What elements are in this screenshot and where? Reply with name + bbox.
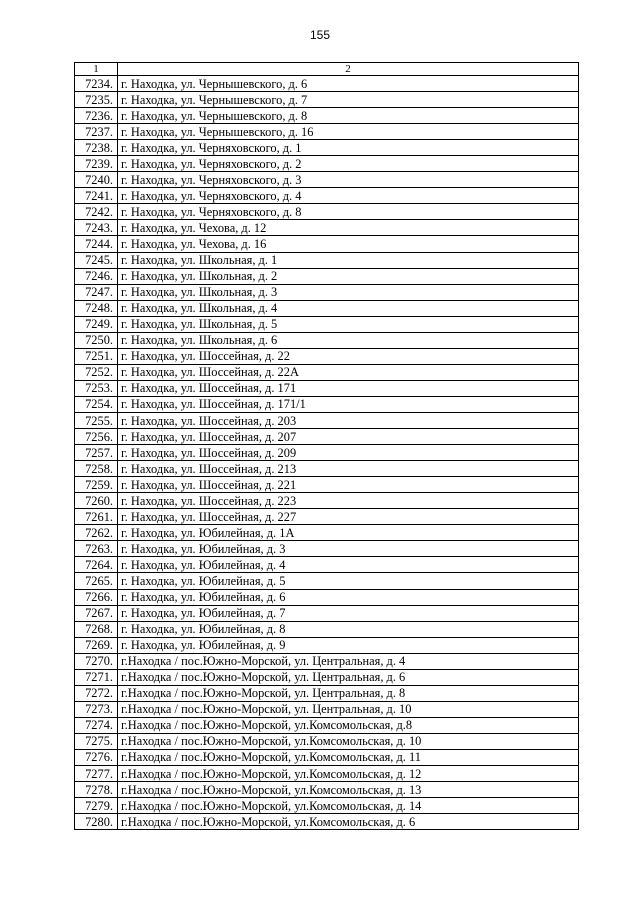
row-number: 7248. [75,300,118,316]
table-row [75,220,579,236]
table-row [75,525,579,541]
row-address: г. Находка, ул. Шоссейная, д. 22 [118,348,579,364]
table-row [75,156,579,172]
row-number: 7241. [75,188,118,204]
row-number: 7270. [75,653,118,669]
row-number: 7246. [75,268,118,284]
row-number: 7273. [75,701,118,717]
row-number: 7253. [75,380,118,396]
table-row [75,396,579,412]
row-number: 7262. [75,525,118,541]
table-row [75,204,579,220]
row-number: 7276. [75,749,118,765]
row-address: г. Находка, ул. Юбилейная, д. 5 [118,573,579,589]
row-number: 7278. [75,782,118,798]
table-body [75,76,579,830]
row-number: 7242. [75,204,118,220]
row-number: 7268. [75,621,118,637]
row-address: г. Находка, ул. Шоссейная, д. 223 [118,493,579,509]
row-number: 7252. [75,364,118,380]
row-address: г.Находка / пос.Южно-Морской, ул.Комсомольская, д.8 [118,717,579,733]
row-address: г. Находка, ул. Чернышевского, д. 6 [118,76,579,92]
row-number: 7257. [75,445,118,461]
row-number: 7258. [75,461,118,477]
row-address: г. Находка, ул. Шоссейная, д. 213 [118,461,579,477]
table-row [75,733,579,749]
table-row [75,509,579,525]
table-row [75,589,579,605]
row-address: г. Находка, ул. Чехова, д. 12 [118,220,579,236]
row-number: 7254. [75,396,118,412]
table-row [75,766,579,782]
table-row [75,140,579,156]
row-address: г. Находка, ул. Школьная, д. 1 [118,252,579,268]
page-number: 155 [309,28,331,42]
row-number: 7234. [75,76,118,92]
table-row [75,364,579,380]
row-address: г. Находка, ул. Школьная, д. 6 [118,332,579,348]
row-number: 7255. [75,412,118,428]
row-address: г. Находка, ул. Юбилейная, д. 1А [118,525,579,541]
row-number: 7267. [75,605,118,621]
table-row [75,798,579,814]
table-row [75,332,579,348]
row-address: г. Находка, ул. Черняховского, д. 2 [118,156,579,172]
row-number: 7245. [75,252,118,268]
row-address: г. Находка, ул. Школьная, д. 5 [118,316,579,332]
table-row [75,717,579,733]
table-header-row [75,63,579,76]
table-row [75,573,579,589]
row-address: г. Находка, ул. Черняховского, д. 8 [118,204,579,220]
row-address: г. Находка, ул. Школьная, д. 3 [118,284,579,300]
row-number: 7266. [75,589,118,605]
row-address: г. Находка, ул. Шоссейная, д. 209 [118,445,579,461]
table-row [75,653,579,669]
table-row [75,316,579,332]
row-number: 7256. [75,429,118,445]
table-row [75,92,579,108]
row-number: 7239. [75,156,118,172]
row-address: г. Находка, ул. Шоссейная, д. 227 [118,509,579,525]
table-row [75,669,579,685]
table-row [75,749,579,765]
row-number: 7236. [75,108,118,124]
row-address: г. Находка, ул. Черняховского, д. 1 [118,140,579,156]
row-address: г. Находка, ул. Юбилейная, д. 9 [118,637,579,653]
row-address: г. Находка, ул. Шоссейная, д. 22А [118,364,579,380]
table-row [75,701,579,717]
table-row [75,236,579,252]
row-address: г. Находка, ул. Чернышевского, д. 16 [118,124,579,140]
row-number: 7264. [75,557,118,573]
row-address: г. Находка, ул. Шоссейная, д. 207 [118,429,579,445]
row-number: 7265. [75,573,118,589]
column-header-number: 1 [75,63,118,76]
row-address: г. Находка, ул. Шоссейная, д. 171 [118,380,579,396]
table-row [75,605,579,621]
table-row [75,284,579,300]
row-address: г.Находка / пос.Южно-Морской, ул.Комсомольская, д. 6 [118,814,579,830]
row-address: г.Находка / пос.Южно-Морской, ул.Комсомольская, д. 12 [118,766,579,782]
column-header-address: 2 [118,63,579,76]
row-address: г. Находка, ул. Чернышевского, д. 8 [118,108,579,124]
row-number: 7259. [75,477,118,493]
row-address: г. Находка, ул. Юбилейная, д. 3 [118,541,579,557]
table-row [75,108,579,124]
row-address: г.Находка / пос.Южно-Морской, ул.Комсомольская, д. 11 [118,749,579,765]
row-address: г. Находка, ул. Шоссейная, д. 203 [118,412,579,428]
row-address: г. Находка, ул. Чехова, д. 16 [118,236,579,252]
row-address: г. Находка, ул. Юбилейная, д. 4 [118,557,579,573]
row-number: 7238. [75,140,118,156]
row-number: 7244. [75,236,118,252]
row-address: г.Находка / пос.Южно-Морской, ул. Центральная, д. 8 [118,685,579,701]
table-row [75,461,579,477]
table-row [75,557,579,573]
row-number: 7275. [75,733,118,749]
row-number: 7272. [75,685,118,701]
row-address: г. Находка, ул. Шоссейная, д. 171/1 [118,396,579,412]
row-address: г. Находка, ул. Школьная, д. 2 [118,268,579,284]
row-address: г.Находка / пос.Южно-Морской, ул.Комсомольская, д. 13 [118,782,579,798]
table-row [75,124,579,140]
table-row [75,493,579,509]
row-address: г. Находка, ул. Школьная, д. 4 [118,300,579,316]
table-row [75,348,579,364]
row-number: 7250. [75,332,118,348]
row-number: 7277. [75,766,118,782]
row-address: г. Находка, ул. Юбилейная, д. 8 [118,621,579,637]
table-row [75,814,579,830]
table-row [75,429,579,445]
row-address: г.Находка / пос.Южно-Морской, ул. Центральная, д. 6 [118,669,579,685]
row-number: 7280. [75,814,118,830]
table-row [75,76,579,92]
table-row [75,477,579,493]
table-row [75,188,579,204]
table-row [75,252,579,268]
row-number: 7243. [75,220,118,236]
table-row [75,621,579,637]
row-address: г.Находка / пос.Южно-Морской, ул. Центральная, д. 4 [118,653,579,669]
table-row [75,300,579,316]
table-row [75,380,579,396]
row-address: г. Находка, ул. Юбилейная, д. 7 [118,605,579,621]
row-number: 7279. [75,798,118,814]
row-number: 7271. [75,669,118,685]
row-number: 7269. [75,637,118,653]
table-row [75,685,579,701]
row-address: г. Находка, ул. Шоссейная, д. 221 [118,477,579,493]
row-address: г. Находка, ул. Юбилейная, д. 6 [118,589,579,605]
row-number: 7263. [75,541,118,557]
row-address: г.Находка / пос.Южно-Морской, ул.Комсомольская, д. 10 [118,733,579,749]
row-number: 7261. [75,509,118,525]
row-number: 7251. [75,348,118,364]
row-number: 7237. [75,124,118,140]
table-row [75,172,579,188]
row-number: 7235. [75,92,118,108]
table-row [75,445,579,461]
table-row [75,637,579,653]
row-number: 7240. [75,172,118,188]
table-row [75,541,579,557]
row-number: 7249. [75,316,118,332]
row-number: 7274. [75,717,118,733]
row-number: 7247. [75,284,118,300]
row-address: г. Находка, ул. Черняховского, д. 3 [118,172,579,188]
row-address: г.Находка / пос.Южно-Морской, ул.Комсомольская, д. 14 [118,798,579,814]
table-row [75,268,579,284]
row-address: г. Находка, ул. Чернышевского, д. 7 [118,92,579,108]
address-table [74,62,579,830]
table-row [75,412,579,428]
row-address: г.Находка / пос.Южно-Морской, ул. Центральная, д. 10 [118,701,579,717]
row-number: 7260. [75,493,118,509]
table-row [75,782,579,798]
row-address: г. Находка, ул. Черняховского, д. 4 [118,188,579,204]
